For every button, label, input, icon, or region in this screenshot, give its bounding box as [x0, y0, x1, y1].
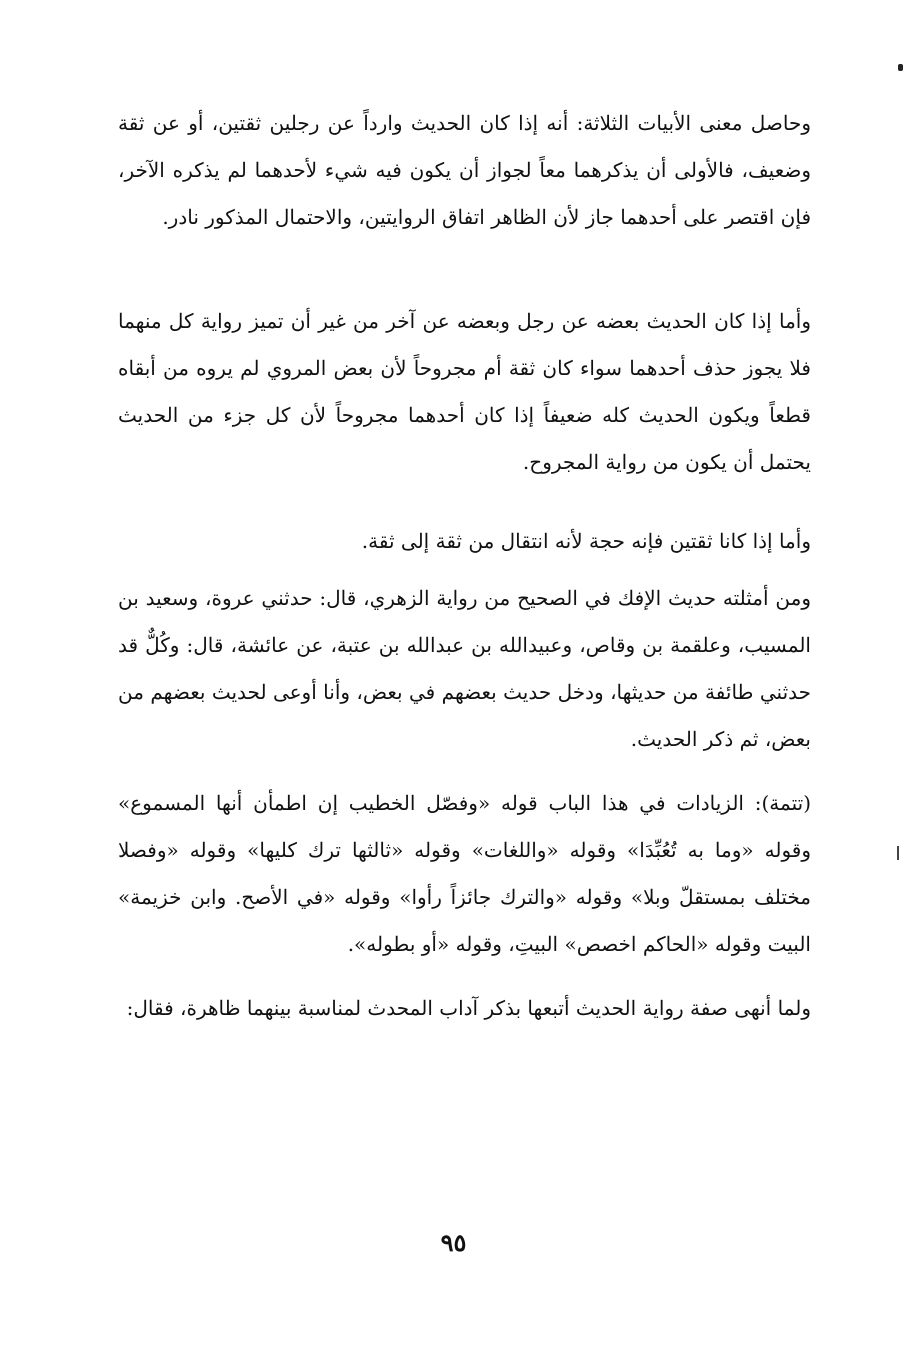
paragraph-transition: ولما أنهى صفة رواية الحديث أتبعها بذكر آداب المحدث لمناسبة بينهما ظاهرة، فقال:: [126, 996, 811, 1020]
paragraph-supplement: (تتمة): الزيادات في هذا الباب قوله «وفصّل الخطيب إن اطمأن أنها المسموع» وقوله «وما به تُعُبِّدَا» وقوله «واللغات» وقوله «ثالثها ترك كليها» وقوله «وفصلا مختلف بمستقلّ وبلا» وقوله «والترك جائزاً رأوا» وقوله «في الأصح. وابن خزيمة» البيت وقوله «الحاكم اخصص» البيتِ، وقوله «أو بطوله».: [118, 791, 811, 956]
page-number: ٩٥: [440, 1228, 467, 1257]
margin-mark: [898, 64, 903, 71]
paragraph-ifk-example: ومن أمثلته حديث الإفك في الصحيح من رواية الزهري، قال: حدثني عروة، وسعيد بن المسيب، وعلقمة بن وقاص، وعبيدالله بن عبدالله بن عتبة، عن عائشة، قال: وكُلٌّ قد حدثني طائفة من حديثها، ودخل حديث بعضهم في بعض، وأنا أوعى لحديث بعضهم من بعض، ثم ذكر الحديث.: [118, 586, 811, 751]
paragraph-two-trustworthy: وأما إذا كانا ثقتين فإنه حجة لأنه انتقال من ثقة إلى ثقة.: [361, 529, 811, 553]
paragraph-verses-meaning: وحاصل معنى الأبيات الثلاثة: أنه إذا كان الحديث وارداً عن رجلين ثقتين، أو عن ثقة وضعيف، فالأولى أن يذكرهما معاً لجواز أن يكون فيه شيء لأحدهما لم يذكره الآخر، فإن اقتصر على أحدهما جاز لأن الظاهر اتفاق الروايتين، والاحتمال المذكور نادر.: [118, 111, 811, 229]
margin-tick: [897, 846, 899, 860]
paragraph-partial-narration: وأما إذا كان الحديث بعضه عن رجل وبعضه عن آخر من غير أن تميز رواية كل منهما فلا يجوز حذف أحدهما سواء كان ثقة أم مجروحاً لأن بعض المروي لم يروه من أبقاه قطعاً ويكون الحديث كله ضعيفاً إذا كان أحدهما مجروحاً لأن كل جزء من الحديث يحتمل أن يكون من رواية المجروح.: [118, 309, 811, 474]
